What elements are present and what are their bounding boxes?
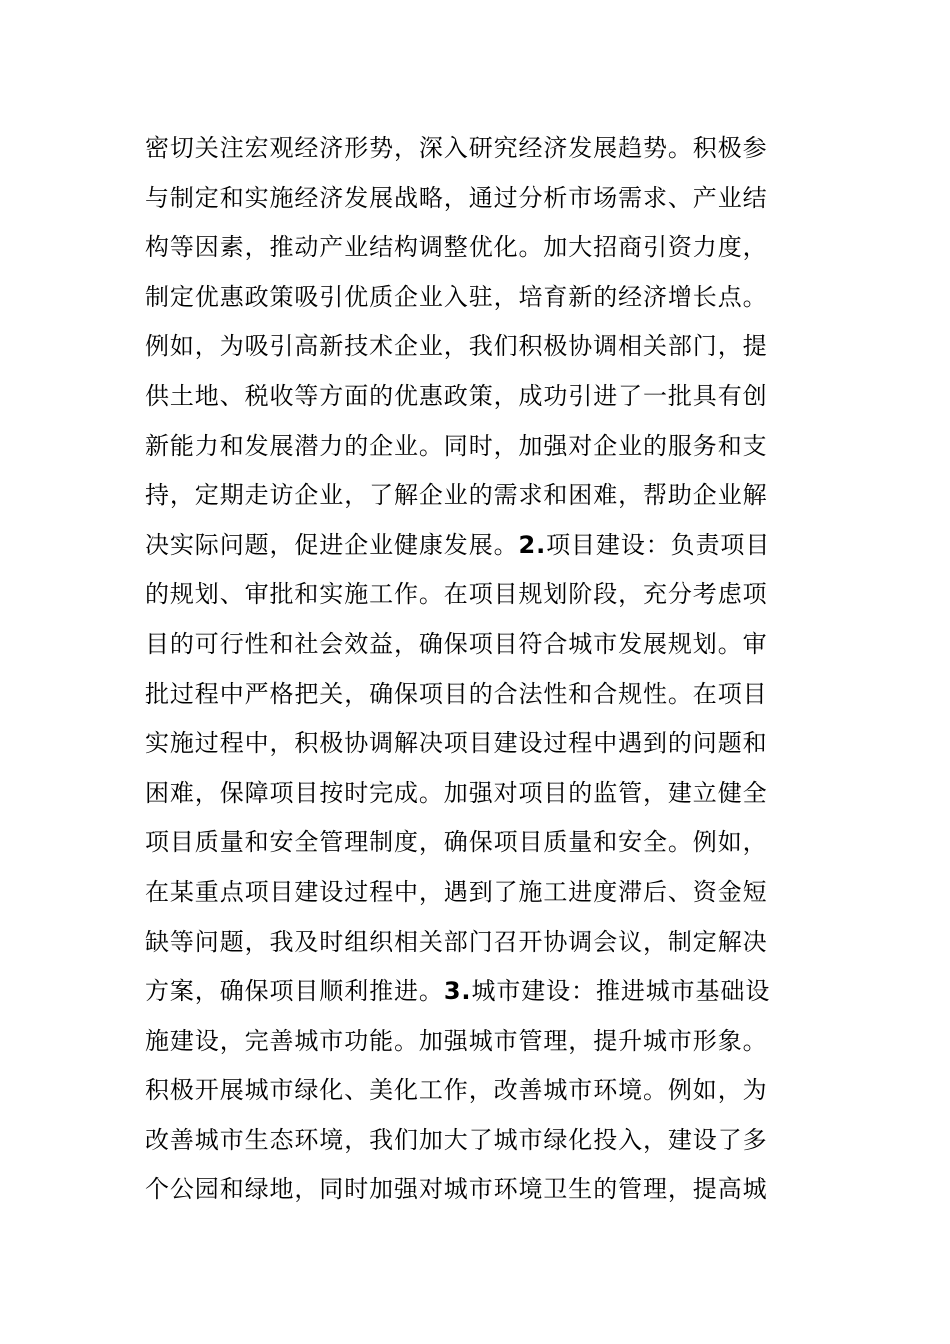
text-line: 批过程中严格把关，确保项目的合法性和合规性。在项目 <box>145 679 768 708</box>
text-line: 例如，为吸引高新技术企业，我们积极协调相关部门，提 <box>145 332 768 361</box>
text-line: 改善城市生态环境，我们加大了城市绿化投入，建设了多 <box>145 1125 768 1154</box>
text-line: 项目质量和安全管理制度，确保项目质量和安全。例如， <box>145 828 768 857</box>
body-text <box>145 124 815 1215</box>
text-line: 实施过程中，积极协调解决项目建设过程中遇到的问题和 <box>145 729 768 758</box>
text-line: 持，定期走访企业，了解企业的需求和困难，帮助企业解 <box>145 481 768 510</box>
text-line: 目的可行性和社会效益，确保项目符合城市发展规划。审 <box>145 629 768 658</box>
text-segment: 项目建设：负责项目 <box>546 530 771 559</box>
text-line: 缺等问题，我及时组织相关部门召开协调会议，制定解决 <box>145 927 768 956</box>
text-segment: 决实际问题，促进企业健康发展。 <box>145 530 519 559</box>
text-line: 新能力和发展潜力的企业。同时，加强对企业的服务和支 <box>145 431 768 460</box>
text-line: 在某重点项目建设过程中，遇到了施工进度滞后、资金短 <box>145 877 768 906</box>
section-number: 2. <box>518 530 547 559</box>
text-line: 施建设，完善城市功能。加强城市管理，提升城市形象。 <box>145 1026 768 1055</box>
text-line <box>145 521 815 571</box>
text-line: 困难，保障项目按时完成。加强对项目的监管，建立健全 <box>145 778 768 807</box>
text-segment: 方案，确保项目顺利推进。 <box>145 977 444 1006</box>
text-line: 制定优惠政策吸引优质企业入驻，培育新的经济增长点。 <box>145 282 768 311</box>
text-segment: 城市建设：推进城市基础设 <box>471 977 771 1006</box>
section-number: 3. <box>443 977 472 1006</box>
text-line: 个公园和绿地，同时加强对城市环境卫生的管理，提高城 <box>145 1175 768 1204</box>
text-line: 与制定和实施经济发展战略，通过分析市场需求、产业结 <box>145 183 768 212</box>
text-line: 的规划、审批和实施工作。在项目规划阶段，充分考虑项 <box>145 580 768 609</box>
text-line: 构等因素，推动产业结构调整优化。加大招商引资力度， <box>145 233 768 262</box>
text-line <box>145 967 815 1017</box>
text-line: 积极开展城市绿化、美化工作，改善城市环境。例如，为 <box>145 1076 768 1105</box>
text-line: 供土地、税收等方面的优惠政策，成功引进了一批具有创 <box>145 381 768 410</box>
text-line: 密切关注宏观经济形势，深入研究经济发展趋势。积极参 <box>145 134 768 162</box>
